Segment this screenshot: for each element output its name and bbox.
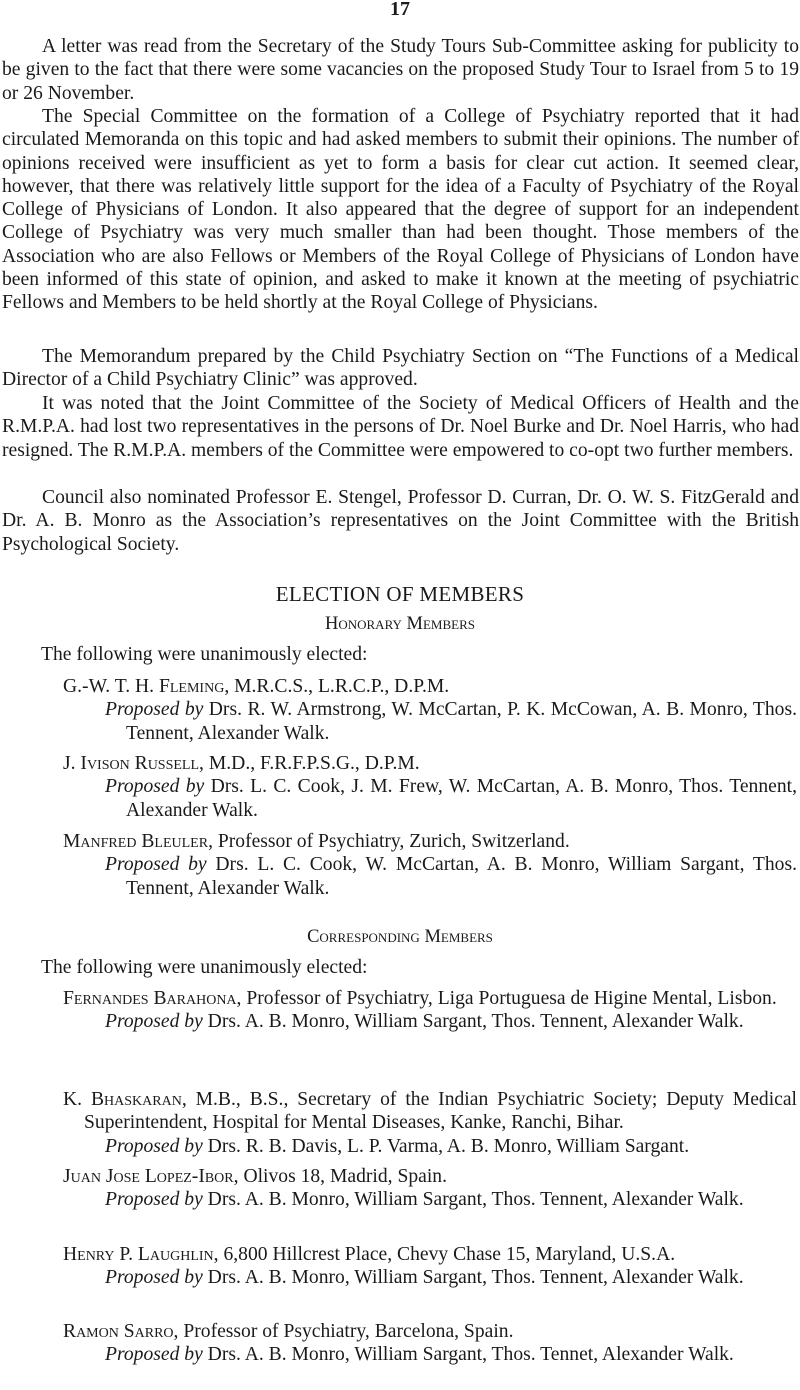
proposed-by-label: Proposed by [105,1135,203,1157]
member-details: , Professor of Psychiatry, Barcelona, Spain. [173,1321,514,1342]
proposed-by-label: Proposed by [105,1344,203,1366]
honorary-intro: The following were unanimously elected: [41,644,368,665]
member-details: , M.B., B.S., Secretary of the Indian Psychiatric Society; Deputy Medical Superintendent, Hospital for Mental Diseases, Kanke, Ranchi, Bihar. [84,1089,797,1134]
paragraph-college-of-psychiatry: The Special Committee on the formation of a College of Psychiatry reported that it had circulated Memoranda on this topic and had asked members to submit their opinions. The number of opinions received were insufficient as yet to form a basis for clear cut action. It seemed clear, however, that there was relatively little support for the idea of a Faculty of Psychiatry of the Royal College of Physicians of London. It also appeared that the degree of support for an independent College of Psychiatry was very much smaller than had been thought. Those members of the Association who are also Fellows or Members of the Royal College of Physicians of London have been informed of this state of opinion, and asked to make it known at the meeting of psychiatric Fellows and Members to be held shortly at the Royal College of Physicians. [2,106,799,314]
honorary-entry [63,830,797,900]
paragraph-study-tour: A letter was read from the Secretary of the Study Tours Sub-Committee asking for publicity to be given to the fact that there were some vacancies on the proposed Study Tour to Israel from 5 to 19 or 26 November. [2,36,799,104]
honorary-entry [63,752,797,822]
member-name: Fernandes Barahona [63,988,237,1009]
member-details: , M.D., F.R.F.P.S.G., D.P.M. [199,753,420,774]
proposers: Drs. R. W. Armstrong, W. McCartan, P. K. McCowan, A. B. Monro, Thos. Tennent, Alexander Walk. [126,699,797,744]
corresponding-entry [63,1165,797,1212]
paragraph-council-nominations: Council also nominated Professor E. Stengel, Professor D. Curran, Dr. O. W. S. FitzGerald and Dr. A. B. Monro as the Association’s representatives on the Joint Committee with the British Psychological Society. [2,487,799,555]
member-details: , M.R.C.S., L.R.C.P., D.P.M. [224,676,450,697]
corresponding-entry [63,1088,797,1158]
election-heading: ELECTION OF MEMBERS [275,582,525,606]
member-name: J. Ivison Russell [63,753,200,774]
member-name: Manfred Bleuler [63,831,209,852]
paragraph-joint-committee: It was noted that the Joint Committee of the Society of Medical Officers of Health and the R.M.P.A. had lost two representatives in the persons of Dr. Noel Burke and Dr. Noel Harris, who had resigned. The R.M.P.A. members of the Committee were empowered to co-opt two further members. [2,393,799,461]
page-number: 17 [390,0,410,20]
honorary-entry [63,675,797,745]
proposers: Drs. A. B. Monro, William Sargant, Thos. Tennent, Alexander Walk. [202,1267,744,1289]
proposed-by-label: Proposed by [105,854,207,876]
proposed-by-label: Proposed by [105,776,205,798]
proposed-by-label: Proposed by [105,699,204,721]
proposers: Drs. L. C. Cook, J. M. Frew, W. McCartan, A. B. Monro, Thos. Tennent, Alexander Walk. [126,776,797,821]
proposed-by-label: Proposed by [105,1189,203,1211]
corresponding-entry [63,987,797,1034]
member-details: , Professor of Psychiatry, Liga Portuguesa de Higine Mental, Lisbon. [236,988,777,1009]
member-details: , 6,800 Hillcrest Place, Chevy Chase 15, Maryland, U.S.A. [213,1244,676,1265]
member-details: , Professor of Psychiatry, Zurich, Switzerland. [208,831,570,852]
member-name: Henry P. Laughlin [63,1244,214,1265]
honorary-members-heading: Honorary Members [324,614,475,634]
proposers: Drs. R. B. Davis, L. P. Varma, A. B. Monro, William Sargant. [202,1135,690,1157]
proposers: Drs. A. B. Monro, William Sargant, Thos. Tennet, Alexander Walk. [202,1344,734,1366]
member-name: K. Bhaskaran [63,1089,182,1110]
corresponding-entry [63,1320,797,1367]
proposers: Drs. A. B. Monro, William Sargant, Thos. Tennent, Alexander Walk. [202,1189,744,1211]
corresponding-intro: The following were unanimously elected: [41,957,368,978]
corresponding-members-heading: Corresponding Members [307,927,493,947]
corresponding-entry [63,1243,797,1290]
member-name: Ramon Sarro [63,1321,174,1342]
proposed-by-label: Proposed by [105,1267,203,1289]
proposed-by-label: Proposed by [105,1011,203,1033]
proposers: Drs. L. C. Cook, W. McCartan, A. B. Monro, William Sargant, Thos. Tennent, Alexander Walk. [126,854,797,899]
paragraph-child-psychiatry-memorandum: The Memorandum prepared by the Child Psychiatry Section on “The Functions of a Medical Director of a Child Psychiatry Clinic” was approved. [2,346,799,391]
member-name: Juan Jose Lopez-Ibor [63,1166,234,1187]
proposers: Drs. A. B. Monro, William Sargant, Thos. Tennent, Alexander Walk. [202,1011,744,1033]
member-details: , Olivos 18, Madrid, Spain. [233,1166,447,1187]
member-name: G.-W. T. H. Fleming [63,676,225,697]
